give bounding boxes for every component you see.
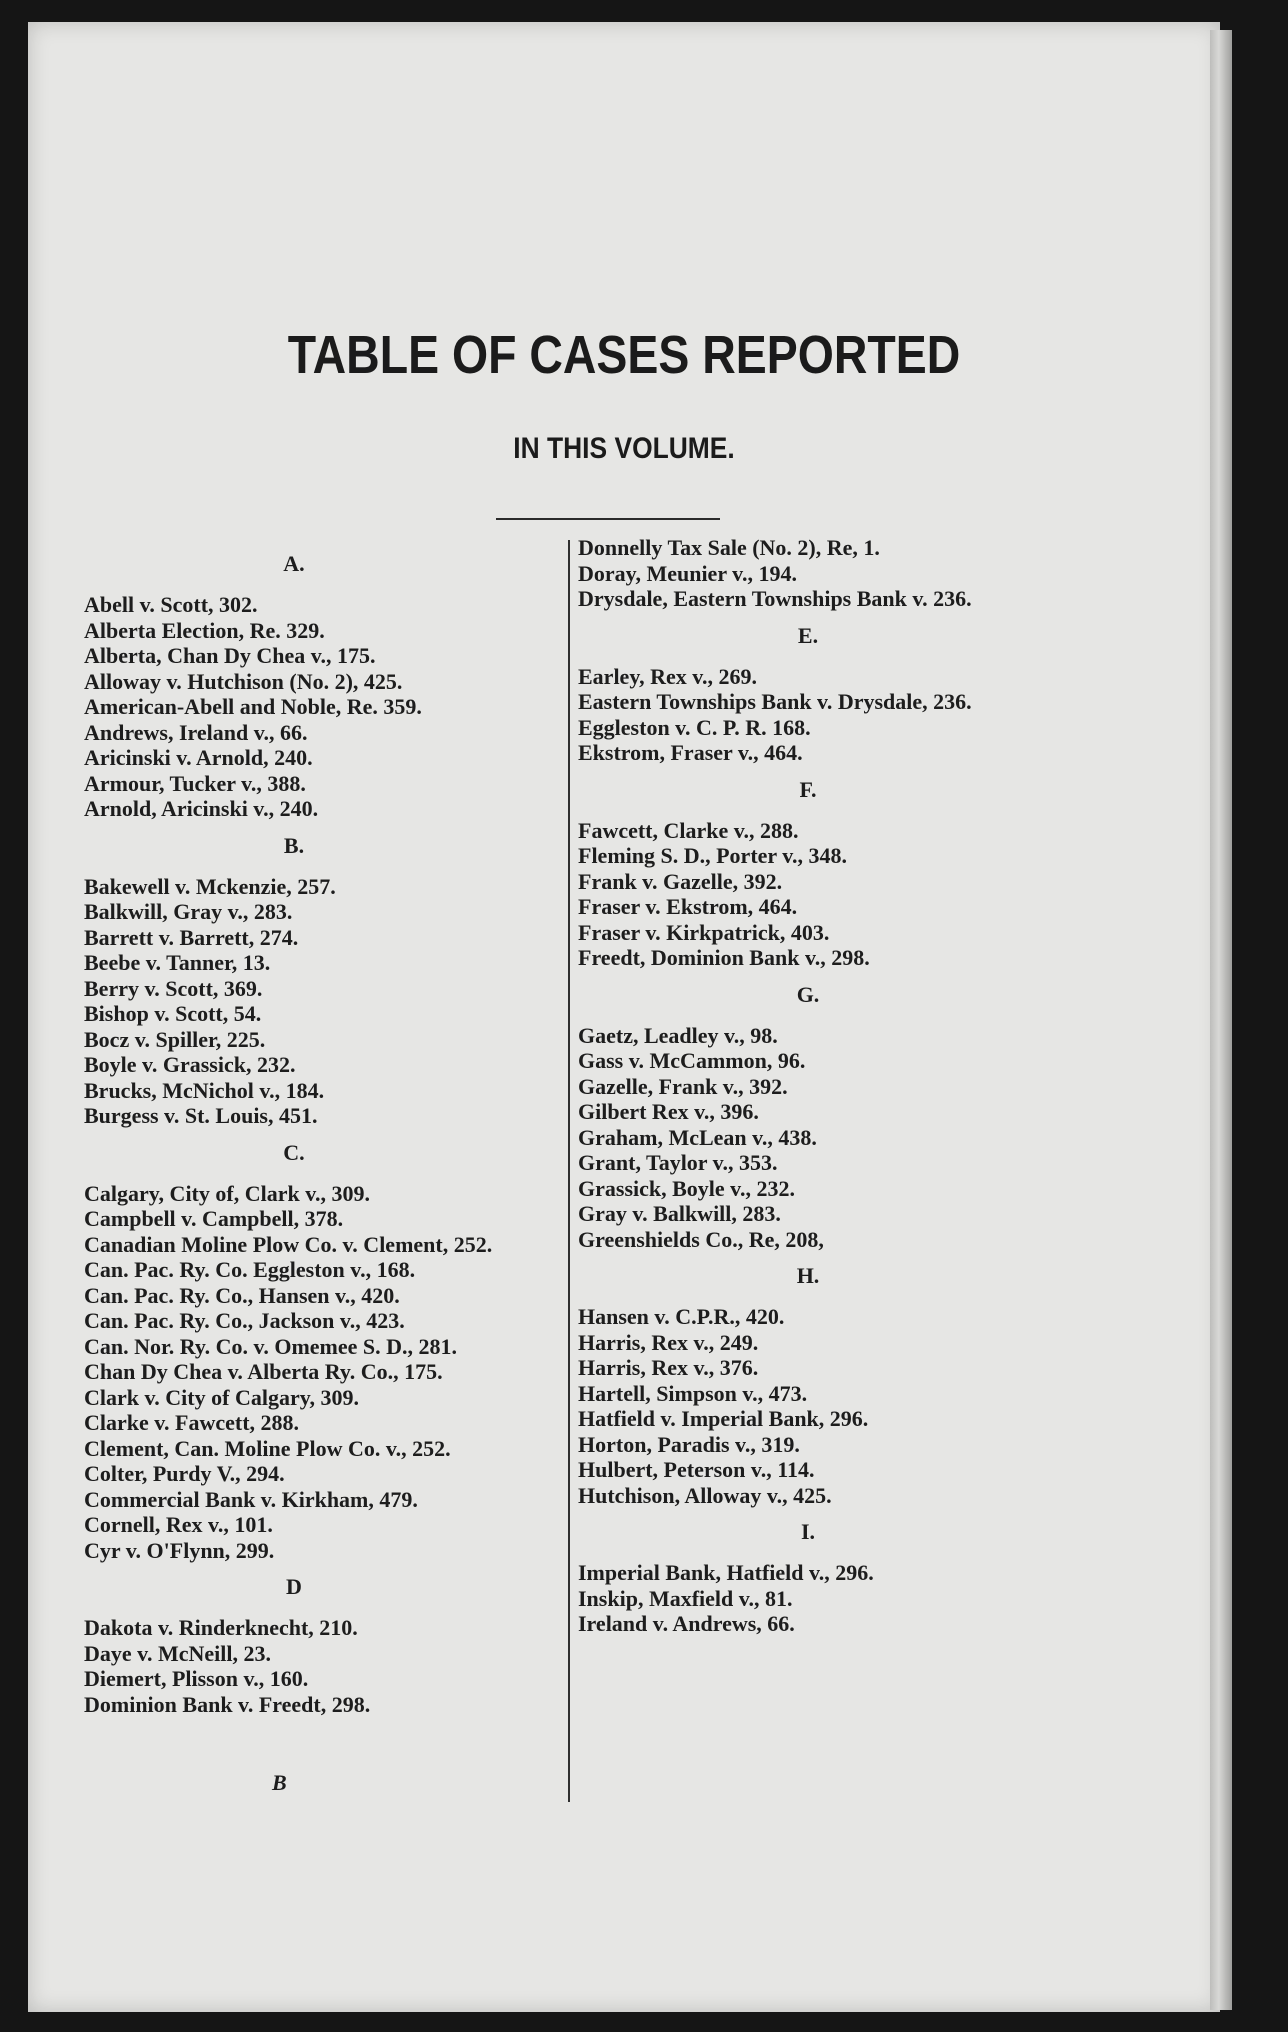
case-entry: Doray, Meunier v., 194. — [578, 560, 797, 586]
case-entry: Chan Dy Chea v. Alberta Ry. Co., 175. — [84, 1359, 443, 1384]
section-letter: C. — [283, 1139, 305, 1165]
case-entry: Barrett v. Barrett, 274. — [84, 924, 299, 950]
right-column — [578, 535, 1098, 1637]
case-entry: Gilbert Rex v., 396. — [578, 1099, 759, 1124]
case-entry: Dominion Bank v. Freedt, 298. — [84, 1691, 371, 1717]
case-entry: Hansen v. C.P.R., 420. — [578, 1304, 785, 1329]
section-letter: I. — [800, 1519, 816, 1544]
case-entry: Horton, Paradis v., 319. — [578, 1431, 800, 1457]
page-title: TABLE OF CASES REPORTED — [287, 325, 961, 385]
case-entry: Frank v. Gazelle, 392. — [578, 868, 783, 894]
case-entry: Donnelly Tax Sale (No. 2), Re, 1. — [578, 535, 880, 560]
case-entry: Alberta Election, Re. 329. — [84, 617, 325, 643]
page-subtitle: IN THIS VOLUME. — [513, 432, 735, 465]
case-entry: American-Abell and Noble, Re. 359. — [84, 694, 422, 719]
case-entry: Ekstrom, Fraser v., 464. — [578, 740, 803, 765]
case-entry: Ireland v. Andrews, 66. — [578, 1611, 795, 1636]
section-letter: D — [286, 1574, 302, 1599]
section-letter: H. — [796, 1263, 820, 1288]
case-entry: Abell v. Scott, 302. — [84, 592, 258, 617]
case-entry: Earley, Rex v., 269. — [578, 663, 758, 689]
case-entry: Bocz v. Spiller, 225. — [84, 1026, 266, 1052]
case-entry: Fleming S. D., Porter v., 348. — [578, 843, 848, 868]
case-entry: Hulbert, Peterson v., 114. — [578, 1457, 815, 1482]
case-entry: Campbell v. Campbell, 378. — [84, 1206, 344, 1231]
case-entry: Graham, McLean v., 438. — [578, 1124, 817, 1150]
case-entry: Grassick, Boyle v., 232. — [578, 1175, 795, 1201]
case-entry: Brucks, McNichol v., 184. — [84, 1077, 325, 1103]
case-entry: Alberta, Chan Dy Chea v., 175. — [84, 643, 376, 668]
case-entry: Andrews, Ireland v., 66. — [84, 719, 308, 745]
case-entry: Arnold, Aricinski v., 240. — [84, 796, 319, 821]
signature-mark: B — [272, 1770, 287, 1795]
case-entry: Bakewell v. Mckenzie, 257. — [84, 873, 336, 899]
section-letter: F. — [799, 776, 817, 802]
case-entry: Can. Nor. Ry. Co. v. Omemee S. D., 281. — [84, 1333, 458, 1359]
case-entry: Armour, Tucker v., 388. — [84, 770, 306, 796]
case-entry: Drysdale, Eastern Townships Bank v. 236. — [578, 586, 972, 611]
case-entry: Eggleston v. C. P. R. 168. — [578, 714, 811, 740]
case-entry: Can. Pac. Ry. Co., Hansen v., 420. — [84, 1282, 400, 1308]
case-entry: Harris, Rex v., 376. — [578, 1355, 759, 1380]
case-entry: Gazelle, Frank v., 392. — [578, 1073, 788, 1099]
case-entry: Clement, Can. Moline Plow Co. v., 252. — [84, 1435, 451, 1461]
case-entry: Boyle v. Grassick, 232. — [84, 1052, 296, 1077]
case-entry: Diemert, Plisson v., 160. — [84, 1666, 309, 1691]
case-entry: Can. Pac. Ry. Co. Eggleston v., 168. — [84, 1257, 416, 1282]
case-entry: Beebe v. Tanner, 13. — [84, 950, 271, 975]
case-entry: Calgary, City of, Clark v., 309. — [84, 1180, 370, 1206]
case-entry: Hartell, Simpson v., 473. — [578, 1380, 808, 1406]
section-letter: G. — [796, 981, 820, 1007]
case-entry: Alloway v. Hutchison (No. 2), 425. — [84, 668, 403, 694]
case-entry: Fraser v. Kirkpatrick, 403. — [578, 919, 830, 945]
case-entry: Can. Pac. Ry. Co., Jackson v., 423. — [84, 1308, 405, 1333]
case-entry: Greenshields Co., Re, 208, — [578, 1226, 824, 1252]
case-entry: Eastern Townships Bank v. Drysdale, 236. — [578, 689, 972, 714]
case-entry: Daye v. McNeill, 23. — [84, 1640, 271, 1666]
case-entry: Canadian Moline Plow Co. v. Clement, 252. — [84, 1231, 493, 1257]
case-entry: Inskip, Maxfield v., 81. — [578, 1585, 793, 1611]
case-entry: Cyr v. O'Flynn, 299. — [84, 1537, 275, 1563]
case-entry: Freedt, Dominion Bank v., 298. — [578, 945, 870, 970]
case-entry: Balkwill, Gray v., 283. — [84, 899, 293, 924]
case-entry: Fraser v. Ekstrom, 464. — [578, 894, 798, 919]
section-letter: A. — [283, 551, 305, 576]
case-entry: Harris, Rex v., 249. — [578, 1329, 759, 1355]
case-entry: Dakota v. Rinderknecht, 210. — [84, 1615, 358, 1640]
case-entry: Gray v. Balkwill, 283. — [578, 1201, 781, 1226]
case-entry: Imperial Bank, Hatfield v., 296. — [578, 1560, 874, 1585]
page-edge — [1210, 30, 1232, 2010]
section-letter: B. — [283, 832, 305, 858]
case-entry: Gass v. McCammon, 96. — [578, 1048, 806, 1073]
title-rule — [496, 518, 720, 520]
case-entry: Bishop v. Scott, 54. — [84, 1001, 262, 1026]
section-letter: E. — [797, 622, 819, 648]
column-divider — [568, 540, 570, 1802]
case-entry: Cornell, Rex v., 101. — [84, 1512, 273, 1537]
case-entry: Colter, Purdy V., 294. — [84, 1461, 285, 1486]
case-entry: Hutchison, Alloway v., 425. — [578, 1482, 832, 1508]
case-entry: Clark v. City of Calgary, 309. — [84, 1384, 359, 1410]
case-entry: Commercial Bank v. Kirkham, 479. — [84, 1486, 418, 1512]
case-entry: Burgess v. St. Louis, 451. — [84, 1103, 318, 1128]
case-entry: Hatfield v. Imperial Bank, 296. — [578, 1406, 869, 1431]
case-entry: Berry v. Scott, 369. — [84, 975, 263, 1001]
case-entry: Clarke v. Fawcett, 288. — [84, 1410, 300, 1435]
case-entry: Grant, Taylor v., 353. — [578, 1150, 778, 1175]
case-entry: Gaetz, Leadley v., 98. — [578, 1022, 778, 1048]
case-entry: Fawcett, Clarke v., 288. — [578, 817, 799, 843]
case-entry: Aricinski v. Arnold, 240. — [84, 745, 313, 770]
left-column — [84, 540, 604, 1717]
